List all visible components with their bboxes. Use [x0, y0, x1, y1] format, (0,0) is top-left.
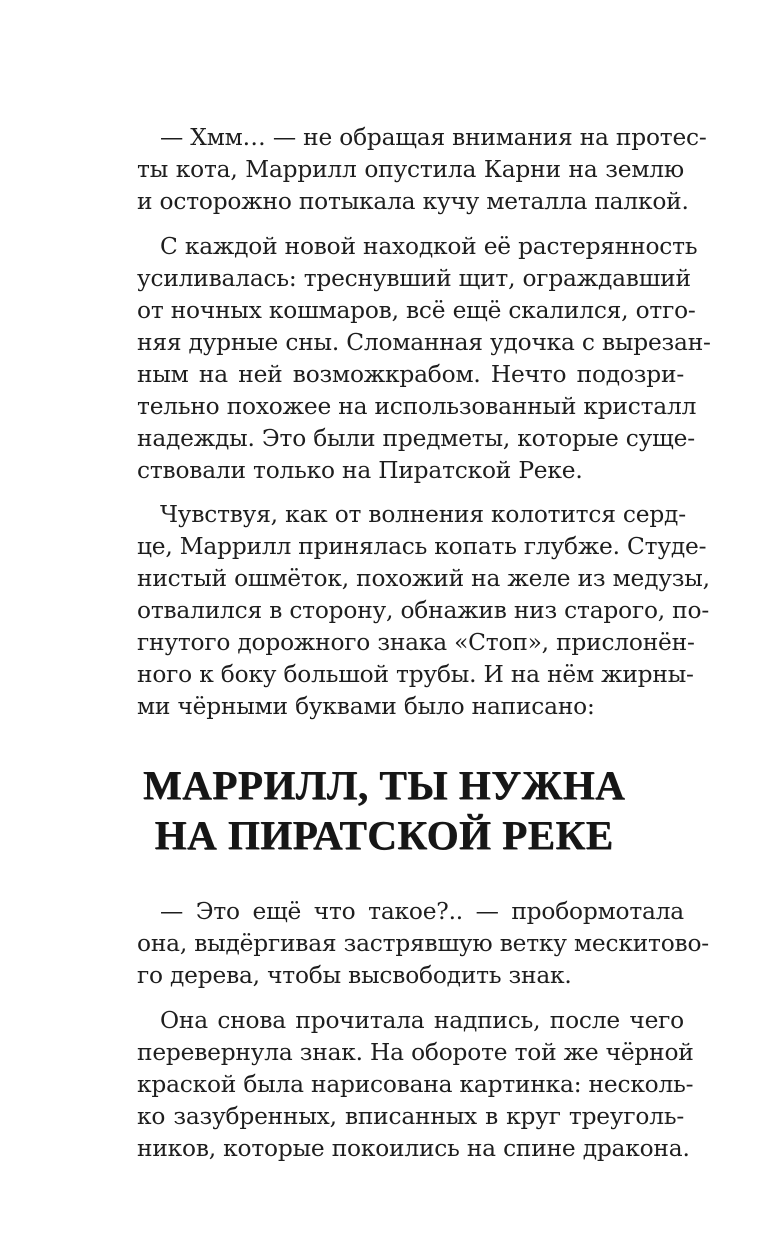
text-line: и осторожно потыкала кучу металла палкой. [137, 188, 689, 215]
text-line: ми чёрными буквами было написано: [137, 693, 595, 720]
text-line: — Это ещё что такое?.. — пробормотала [160, 898, 684, 925]
text-line: ко зазубренных, вписанных в круг треуголь- [137, 1103, 684, 1130]
text-line: ты кота, Маррилл опустила Карни на землю [137, 156, 684, 183]
text-line: С каждой новой находкой её растерянность [160, 233, 698, 260]
text-line: перевернула знак. На обороте той же чёрной [137, 1039, 694, 1066]
text-line: ного к боку большой трубы. И на нём жирны- [137, 661, 694, 688]
text-line: гнутого дорожного знака «Стоп», прислонён- [137, 629, 695, 656]
headline-line: НА ПИРАТСКОЙ РЕКЕ [154, 812, 614, 858]
text-line: она, выдёргивая застрявшую ветку мескитово- [137, 930, 709, 957]
text-line: го дерева, чтобы высвободить знак. [137, 962, 572, 989]
text-line: ствовали только на Пиратской Реке. [137, 457, 583, 484]
text-line: Чувствуя, как от волнения колотится серд- [160, 501, 686, 528]
text-line: надежды. Это были предметы, которые суще- [137, 425, 695, 452]
text-line: тельно похожее на использованный кристалл [137, 393, 697, 420]
text-line: ников, которые покоились на спине дракона. [137, 1135, 690, 1162]
text-line: от ночных кошмаров, всё ещё скалился, отго- [137, 297, 696, 324]
text-line: отвалился в сторону, обнажив низ старого, по- [137, 597, 710, 624]
text-line: усиливалась: треснувший щит, ограждавший [137, 265, 691, 292]
text-line: Она снова прочитала надпись, после чего [160, 1007, 684, 1034]
text-line: няя дурные сны. Сломанная удочка с вырезан- [137, 329, 711, 356]
headline-line: МАРРИЛЛ, ТЫ НУЖНА [142, 762, 626, 808]
text-line: це, Маррилл принялась копать глубже. Студе- [137, 533, 707, 560]
text-line: ным на ней возможкрабом. Нечто подозри- [137, 361, 684, 388]
text-line: нистый ошмёток, похожий на желе из медузы, [137, 565, 710, 592]
text-line: краской была нарисована картинка: несколь- [137, 1071, 694, 1098]
text-line: — Хмм… — не обращая внимания на протес- [160, 124, 707, 151]
